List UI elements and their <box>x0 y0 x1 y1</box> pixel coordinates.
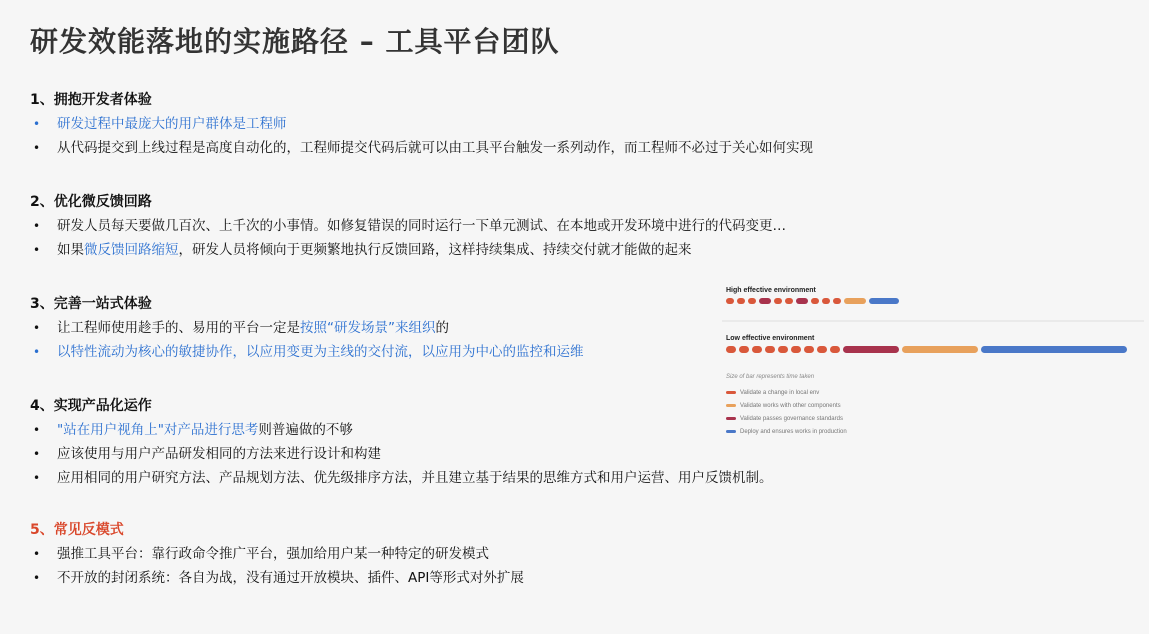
bar-local <box>737 298 745 304</box>
bar-local <box>739 346 749 353</box>
section-5 <box>30 518 524 590</box>
bullet-item: • 以特性流动为核心的敏捷协作，以应用变更为主线的交付流，以应用为中心的监控和运维 <box>30 340 584 364</box>
bar-local <box>726 298 734 304</box>
bar-governance <box>759 298 771 304</box>
bullet-dot-icon: • <box>33 321 41 335</box>
section-title: 3、完善一站式体验 <box>30 296 152 312</box>
legend <box>726 390 847 435</box>
high-effective-label: High effective environment <box>726 287 816 294</box>
low-effective-bars <box>726 346 1127 353</box>
bullet-item: • 从代码提交到上线过程是高度自动化的，工程师提交代码后就可以由工具平台触发一系列动作，而工程师不必过于关心如何实现 <box>30 136 813 160</box>
bar-local <box>785 298 793 304</box>
bullet-dot-icon: • <box>33 547 41 561</box>
bar-local <box>752 346 762 353</box>
legend-label: Validate works with other components <box>740 403 841 409</box>
bullet-item: • 如果微反馈回路缩短，研发人员将倾向于更频繁地执行反馈回路，这样持续集成、持续交付就才能做的起来 <box>30 238 786 262</box>
size-note: Size of bar represents time taken <box>726 374 815 380</box>
bar-local <box>748 298 756 304</box>
bar-local <box>804 346 814 353</box>
bullet-dot-icon: • <box>33 345 41 359</box>
legend-swatch-deploy <box>726 430 736 433</box>
bullet-item: • 强推工具平台：靠行政命令推广平台，强加给用户某一种特定的研发模式 <box>30 542 524 566</box>
legend-label: Validate a change in local env <box>740 390 820 396</box>
bar-local <box>830 346 840 353</box>
section-title: 5、常见反模式 <box>30 522 124 538</box>
highlight-text: 微反馈回路缩短 <box>84 242 179 258</box>
bullet-dot-icon: • <box>33 423 41 437</box>
high-effective-bars <box>726 298 899 304</box>
bullet-item: • 应用相同的用户研究方法、产品规划方法、优先级排序方法，并且建立基于结果的思维方式和用户运营、用户反馈机制。 <box>30 466 773 490</box>
bullet-item: • 应该使用与用户产品研发相同的方法来进行设计和构建 <box>30 442 773 466</box>
legend-label: Validate passes governance standards <box>740 416 843 422</box>
bullet-dot-icon: • <box>33 219 41 233</box>
bar-deploy <box>869 298 899 304</box>
bullet-dot-icon: • <box>33 447 41 461</box>
bar-components <box>902 346 978 353</box>
section-title: 2、优化微反馈回路 <box>30 194 152 210</box>
bar-local <box>822 298 830 304</box>
page-title: 研发效能落地的实施路径 – 工具平台团队 <box>30 25 560 58</box>
bullet-dot-icon: • <box>33 243 41 257</box>
bar-governance <box>843 346 899 353</box>
legend-swatch-governance <box>726 417 736 420</box>
bullet-item: • "站在用户视角上"对产品进行思考则普遍做的不够 <box>30 418 773 442</box>
feedback-loop-diagram <box>718 278 1148 448</box>
bar-local <box>778 346 788 353</box>
bullet-dot-icon: • <box>33 571 41 585</box>
legend-label: Deploy and ensures works in production <box>740 429 847 435</box>
bar-local <box>811 298 819 304</box>
bar-deploy <box>981 346 1127 353</box>
low-effective-label: Low effective environment <box>726 335 815 342</box>
bullet-dot-icon: • <box>33 117 41 131</box>
section-title: 1、拥抱开发者体验 <box>30 92 152 108</box>
bar-local <box>791 346 801 353</box>
section-1 <box>30 88 813 160</box>
section-title: 4、实现产品化运作 <box>30 398 152 414</box>
legend-swatch-local <box>726 391 736 394</box>
bar-governance <box>796 298 808 304</box>
legend-swatch-components <box>726 404 736 407</box>
bullet-item: • 研发人员每天要做几百次、上千次的小事情。如修复错误的同时运行一下单元测试、在本地或开发环境中进行的代码变更… <box>30 214 786 238</box>
bar-local <box>774 298 782 304</box>
bar-local <box>817 346 827 353</box>
bar-local <box>833 298 841 304</box>
bullet-dot-icon: • <box>33 141 41 155</box>
bullet-item: • 不开放的封闭系统：各自为战，没有通过开放模块、插件、API等形式对外扩展 <box>30 566 524 590</box>
section-2 <box>30 190 786 262</box>
highlight-text: 按照“研发场景”来组织 <box>300 320 436 336</box>
section-4 <box>30 394 773 490</box>
feedback-loop-figure <box>718 278 1148 448</box>
bar-local <box>765 346 775 353</box>
bullet-item: • 研发过程中最庞大的用户群体是工程师 <box>30 112 813 136</box>
highlight-text: "站在用户视角上"对产品进行思考 <box>57 422 259 438</box>
bar-components <box>844 298 866 304</box>
bar-local <box>726 346 736 353</box>
section-3 <box>30 292 584 364</box>
bullet-dot-icon: • <box>33 471 41 485</box>
bullet-item: • 让工程师使用趁手的、易用的平台一定是按照“研发场景”来组织的 <box>30 316 584 340</box>
